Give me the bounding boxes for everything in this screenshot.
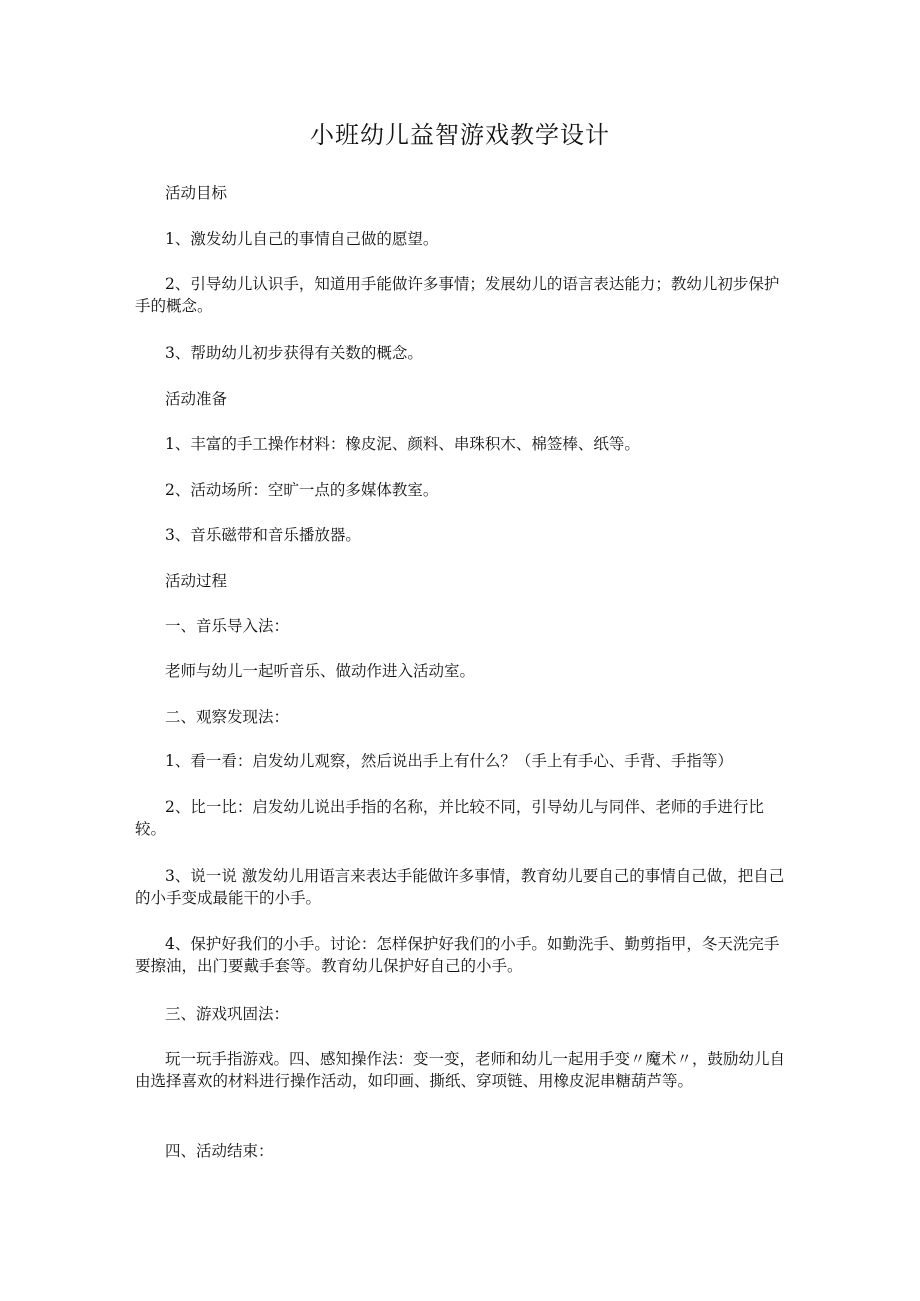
observe-item-2: 2、比一比：启发幼儿说出手指的名称，并比较不同，引导幼儿与同伴、老师的手进行比较。 (135, 798, 764, 838)
goal-item-2: 2、引导幼儿认识手，知道用手能做许多事情；发展幼儿的语言表达能力；教幼儿初步保护手的概念。 (135, 275, 780, 315)
preparation-item-3: 3、音乐磁带和音乐播放器。 (165, 526, 361, 544)
process-step-1-heading: 一、音乐导入法： (165, 617, 290, 635)
observe-item-3: 3、说一说 激发幼儿用语言来表达手能做许多事情，教育幼儿要自己的事情自己做，把自己的小手变成最能干的小手。 (135, 867, 785, 907)
preparation-item-1: 1、丰富的手工操作材料：橡皮泥、颜料、串珠积木、棉签棒、纸等。 (165, 435, 640, 453)
process-step-4-heading: 四、活动结束： (165, 1142, 274, 1160)
document-title: 小班幼儿益智游戏教学设计 (310, 121, 610, 149)
section-heading-goals: 活动目标 (165, 184, 228, 202)
observe-item-1: 1、看一看：启发幼儿观察，然后说出手上有什么？（手上有手心、手背、手指等） (165, 752, 733, 770)
observe-item-4: 4、保护好我们的小手。讨论：怎样保护好我们的小手。如勤洗手、勤剪指甲，冬天洗完手要擦油，出门要戴手套等。教育幼儿保护好自己的小手。 (135, 935, 780, 975)
process-step-2-heading: 二、观察发现法： (165, 708, 290, 726)
preparation-item-2: 2、活动场所：空旷一点的多媒体教室。 (165, 481, 439, 499)
section-heading-process: 活动过程 (165, 572, 228, 590)
goal-item-1: 1、激发幼儿自己的事情自己做的愿望。 (165, 230, 439, 248)
goal-item-3: 3、帮助幼儿初步获得有关数的概念。 (165, 344, 423, 362)
process-step-1-text: 老师与幼儿一起听音乐、做动作进入活动室。 (165, 662, 476, 680)
section-heading-preparation: 活动准备 (165, 390, 228, 408)
process-step-3-heading: 三、游戏巩固法： (165, 1005, 290, 1023)
process-step-3-text: 玩一玩手指游戏。四、感知操作法：变一变，老师和幼儿一起用手变〃魔术〃，鼓励幼儿自由选择喜欢的材料进行操作活动，如印画、撕纸、穿项链、用橡皮泥串糖葫芦等。 (135, 1050, 786, 1090)
